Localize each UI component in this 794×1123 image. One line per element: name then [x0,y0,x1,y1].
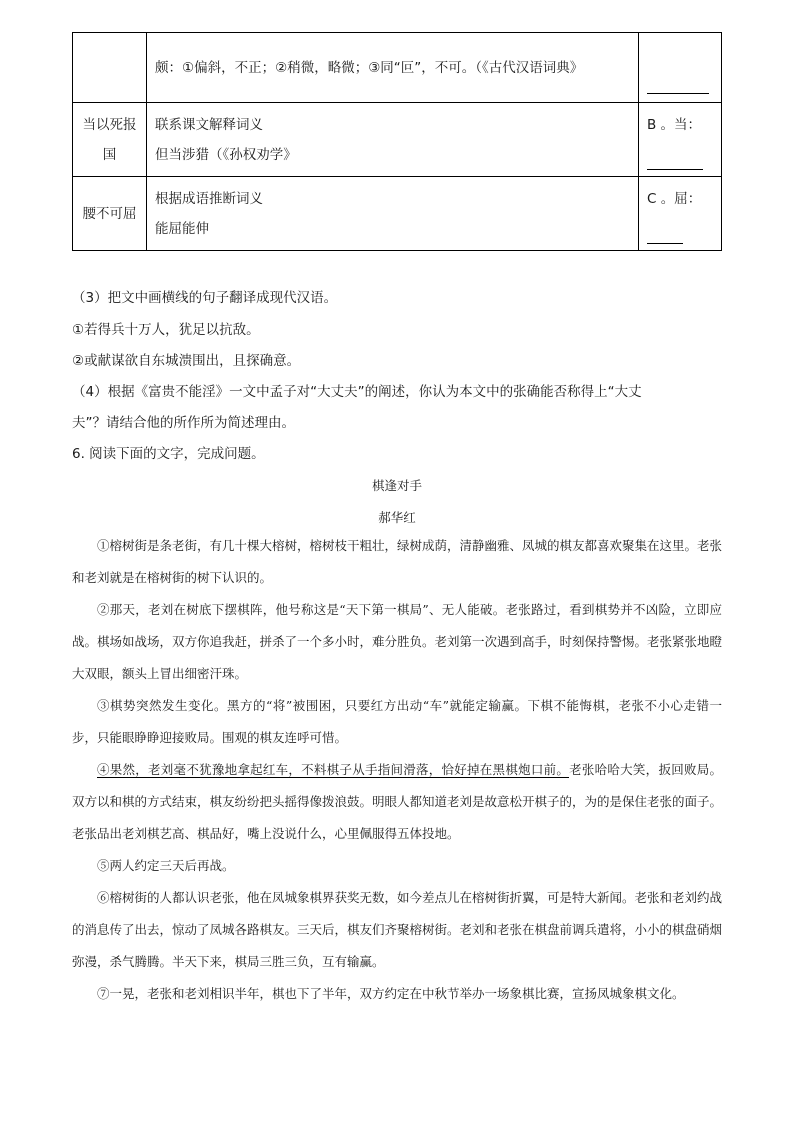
answer-label: C 。屈： [647,190,702,207]
answer-blank[interactable] [647,221,683,244]
article-paragraph: ⑦一晃，老张和老刘相识半年，棋也下了半年，双方约定在中秋节举办一场象棋比赛，宣扬凤城象棋文化。 [97,986,685,1001]
term-cell: 腰不可屈 [73,177,147,251]
definition-cell [147,33,639,103]
definition-line: 联系课文解释词义 [155,116,263,133]
table-row [73,33,722,103]
question-4-line-1: （4）根据《富贵不能淫》一文中孟子对“大丈夫”的阐述，你认为本文中的张确能否称得上“大丈 [72,384,642,400]
article-paragraph: ②那天，老刘在树底下摆棋阵，他号称这是“天下第一棋局”、无人能破。老张路过，看到棋势并不凶险，立即应战。棋场如战场，双方你追我赶，拼杀了一个多小时，难分胜负。老刘第一次遇到高手，时刻保持警惕。老张紧张地瞪大双眼，额头上冒出细密汗珠。 [72,602,723,681]
definition-line: 根据成语推断词义 [155,190,263,207]
article-paragraph: ①榕树街是条老街，有几十棵大榕树，榕树枝干粗壮，绿树成荫，清静幽雅、凤城的棋友都喜欢聚集在这里。老张和老刘就是在榕树街的树下认识的。 [72,538,723,585]
definition-line: 颇：①偏斜，不正；②稍微，略微；③同“叵”，不可。（《古代汉语词典》 [155,59,584,76]
question-4-line-2: 夫”？请结合他的所作所为简述理由。 [72,415,295,431]
question-6: 6. 阅读下面的文字，完成问题。 [72,446,265,462]
question-3-item-1: ①若得兵十万人，犹足以抗敌。 [72,322,260,338]
answer-cell [639,103,722,177]
definition-cell [147,177,639,251]
paragraph-rest: 老张哈哈大笑，扳回败局。双方以和棋的方式结束，棋友纷纷把头摇得像拨浪鼓。明眼人都知道老刘是故意松开棋子的，为的是保住老张的面子。老张品出老刘棋艺高、棋品好，嘴上没说什么，心里佩服得五体投地。 [72,762,723,841]
answer-cell [639,33,722,103]
article-paragraph: ⑤两人约定三天后再战。 [97,858,235,873]
question-3-item-2: ②或献谋欲自东城溃围出，且探确意。 [72,353,301,369]
term-cell [73,33,147,103]
article-author: 郝华红 [378,510,416,525]
definition-line: 能屈能伸 [155,220,209,237]
table-row [73,177,722,251]
article-paragraph [72,754,722,850]
answer-blank[interactable] [647,93,709,94]
term-cell: 当以死报国 [73,103,147,177]
article-paragraph: ⑥榕树街的人都认识老张，他在凤城象棋界获奖无数，如今差点儿在榕树街折翼，可是特大新闻。老张和老刘约战的消息传了出去，惊动了凤城各路棋友。三天后，棋友们齐聚榕树街。老刘和老张在棋盘前调兵遣将，小小的棋盘硝烟弥漫，杀气腾腾。半天下来，棋局三胜三负，互有输赢。 [72,890,723,969]
table-row [73,103,722,177]
definition-line: 但当涉猎（《孙权劝学》 [155,146,297,163]
answer-blank[interactable] [647,147,703,170]
answer-label: B 。当： [647,116,702,133]
underlined-sentence: ④果然，老刘毫不犹豫地拿起红车，不料棋子从手指间滑落，恰好掉在黑棋炮口前。 [97,762,570,777]
definition-cell [147,103,639,177]
question-3: （3）把文中画横线的句子翻译成现代汉语。 [72,290,338,306]
answer-cell [639,177,722,251]
article-paragraph: ③棋势突然发生变化。黑方的“将”被围困，只要红方出动“车”就能定输赢。下棋不能悔棋，老张不小心走错一步，只能眼睁睁迎接败局。围观的棋友连呼可惜。 [72,698,722,745]
article-title: 棋逢对手 [371,478,422,493]
article [72,476,722,1010]
vocab-table [72,32,722,251]
